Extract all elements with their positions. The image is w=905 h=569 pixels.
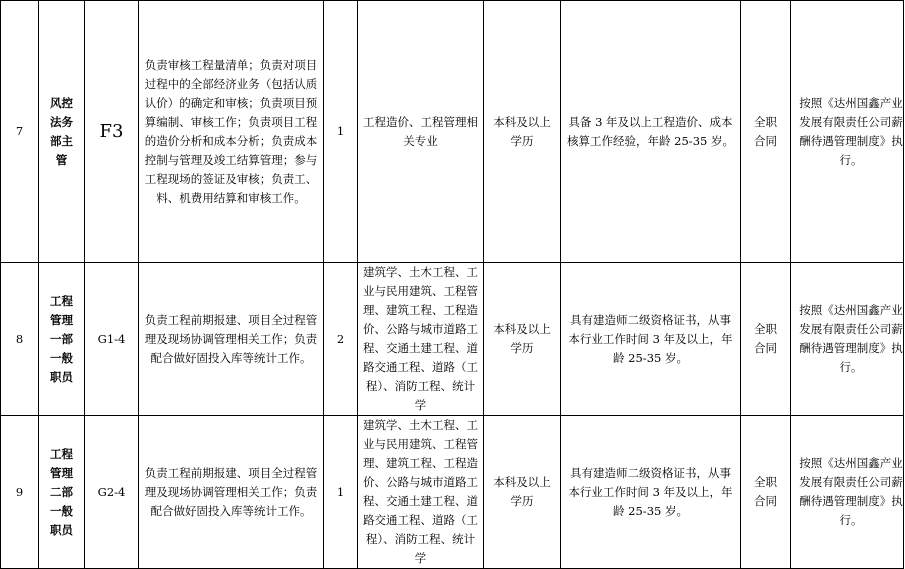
position-code: G2-4 — [85, 416, 139, 569]
position-title: 工程管理一部一般职员 — [50, 293, 73, 384]
contract-type: 全职合同 — [754, 475, 777, 508]
row-number: 8 — [1, 263, 39, 416]
other-requirements — [561, 1, 741, 263]
required-majors: 工程造价、工程管理相关专业 — [358, 1, 484, 263]
salary-policy-cell — [791, 1, 904, 263]
row-number: 7 — [1, 1, 39, 263]
contract-type: 全职合同 — [754, 114, 777, 148]
contract-type: 全职合同 — [754, 322, 777, 355]
headcount: 1 — [324, 416, 358, 569]
education-requirement: 本科及以上学历 — [484, 416, 561, 569]
row-number: 9 — [1, 416, 39, 569]
position-title-cell — [39, 416, 85, 569]
position-code: G1-4 — [85, 263, 139, 416]
job-duties: 负责工程前期报建、项目全过程管理及现场协调管理相关工作；负责配合做好固投入库等统计工作。 — [139, 416, 324, 569]
position-title: 工程管理二部一般职员 — [50, 446, 73, 537]
required-majors: 建筑学、土木工程、工业与民用建筑、工程管理、建筑工程、工程造价、公路与城市道路工程、交通土建工程、道路交通工程、道路（工程）、消防工程、统计学 — [358, 416, 484, 569]
position-title: 风控法务部主管 — [50, 95, 73, 167]
salary-policy-cell — [791, 263, 904, 416]
salary-policy: 按照《达州国鑫产业发展有限责任公司薪酬待遇管理制度》执行。 — [799, 456, 903, 527]
salary-policy-cell — [791, 416, 904, 569]
salary-policy: 按照《达州国鑫产业发展有限责任公司薪酬待遇管理制度》执行。 — [799, 95, 903, 167]
headcount: 2 — [324, 263, 358, 416]
other-requirements — [561, 416, 741, 569]
salary-policy: 按照《达州国鑫产业发展有限责任公司薪酬待遇管理制度》执行。 — [799, 303, 903, 374]
requirement-text: 具备 3 年及以上工程造价、成本核算工作经验，年龄 25-35 岁。 — [567, 114, 734, 148]
contract-type-cell — [741, 416, 791, 569]
table-row — [1, 1, 904, 263]
headcount: 1 — [324, 1, 358, 263]
table-row — [1, 416, 904, 569]
contract-type-cell — [741, 263, 791, 416]
requirement-text: 具有建造师二级资格证书，从事本行业工作时间 3 年及以上，年龄 25-35 岁。 — [568, 465, 733, 518]
position-title-cell — [39, 1, 85, 263]
job-duties: 负责工程前期报建、项目全过程管理及现场协调管理相关工作；负责配合做好固投入库等统计工作。 — [139, 263, 324, 416]
requirement-text: 具有建造师二级资格证书，从事本行业工作时间 3 年及以上，年龄 25-35 岁。 — [568, 312, 733, 365]
contract-type-cell — [741, 1, 791, 263]
other-requirements — [561, 263, 741, 416]
position-code: F3 — [85, 1, 139, 263]
education-requirement: 本科及以上学历 — [484, 1, 561, 263]
position-title-cell — [39, 263, 85, 416]
education-requirement: 本科及以上学历 — [484, 263, 561, 416]
table-row — [1, 263, 904, 416]
job-duties: 负责审核工程量清单；负责对项目过程中的全部经济业务（包括认质认价）的确定和审核；负责项目预算编制、审核工作；负责项目工程的造价分析和成本分析；负责成本控制与管理及竣工结算管理；参与工程现场的签证及审核；负责工、料、机费用结算和审核工作。 — [139, 1, 324, 263]
required-majors: 建筑学、土木工程、工业与民用建筑、工程管理、建筑工程、工程造价、公路与城市道路工程、交通土建工程、道路交通工程、道路（工程）、消防工程、统计学 — [358, 263, 484, 416]
